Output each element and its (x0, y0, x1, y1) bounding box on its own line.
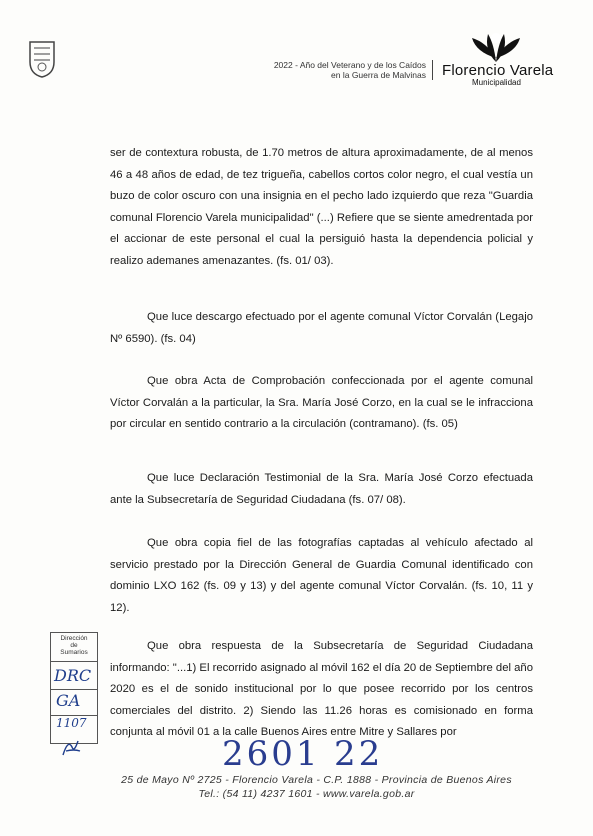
file-number-part-2: 22 (334, 734, 384, 774)
motto-line-1: 2022 - Año del Veterano y de los Caídos (273, 60, 426, 70)
logo-subtitle: Municipalidad (472, 78, 521, 87)
coat-of-arms-icon (28, 40, 56, 78)
header-motto (236, 60, 426, 80)
footer-contact: Tel.: (54 11) 4237 1601 - www.varela.gob.ar (198, 788, 415, 800)
motto-line-2: en la Guerra de Malvinas (331, 70, 426, 80)
stamp-header-line-2: de (70, 642, 78, 649)
handwritten-initials-icon (60, 737, 84, 759)
paragraph-5: Que obra copia fiel de las fotografías captadas al vehículo afectado al servicio prestado por la Dirección General de Guardia Comunal identificado con dominio LXO 162 (fs. 09 y 13) y del agente comunal Víctor Corvalán. (fs. 10, 11 y 12). (110, 537, 533, 614)
footer-address: 25 de Mayo Nº 2725 - Florencio Varela - C.P. 1888 - Provincia de Buenos Aires (121, 774, 512, 786)
paragraph-3: Que obra Acta de Comprobación confeccionada por el agente comunal Víctor Corvalán a la particular, la Sra. María José Corzo, en la cual se le infracciona por circular en sentido contrario a la circulación (contramano). (fs. 05) (110, 375, 533, 430)
stamp-divider (51, 689, 97, 690)
handwritten-code-3: 1107 (56, 716, 87, 730)
paragraph-1: ser de contextura robusta, de 1.70 metros de altura aproximadamente, de al menos 46 a 48 años de edad, de tez trigueña, cabellos cortos color negro, el cual vestía un buzo de color oscuro con una insignia en el pecho lado izquierdo que reza "Guardia comunal Florencio Varela municipalidad" (...) Refiere que se siente amedrentada por el accionar de este personal el cual la persiguió hasta la dependencia policial y realizo ademanes amenazantes. (fs. 01/ 03). (110, 147, 533, 267)
file-number-part-1: 2601 (222, 734, 321, 774)
florencio-varela-logo-icon (468, 28, 524, 64)
paragraph-2: Que luce descargo efectuado por el agente comunal Víctor Corvalán (Legajo Nº 6590). (fs. 04) (110, 311, 533, 345)
handwritten-code-2: GA (56, 691, 81, 710)
header-divider (432, 60, 433, 80)
stamp-header-line-3: Sumarios (60, 649, 88, 656)
stamp-header (51, 635, 97, 656)
handwritten-code-1: DRC (54, 666, 92, 685)
paragraph-4: Que luce Declaración Testimonial de la Sra. María José Corzo efectuada ante la Subsecretaría de Seguridad Ciudadana (fs. 07/ 08). (110, 472, 533, 506)
paragraph-6: Que obra respuesta de la Subsecretaría de Seguridad Ciudadana informando: "...1) El recorrido asignado al móvil 162 el día 20 de Septiembre del año 2020 es el de sonido institucional por lo que posee recorrido por los centros comerciales del distrito. 2) Siendo las 11.26 horas es comisionado en forma conjunta al móvil 01 a la calle Buenos Aires entre Mitre y Sallares por (110, 640, 533, 738)
stamp-divider (51, 661, 97, 662)
logo-name: Florencio Varela (442, 62, 554, 79)
stamp-header-line-1: Dirección (60, 635, 88, 642)
